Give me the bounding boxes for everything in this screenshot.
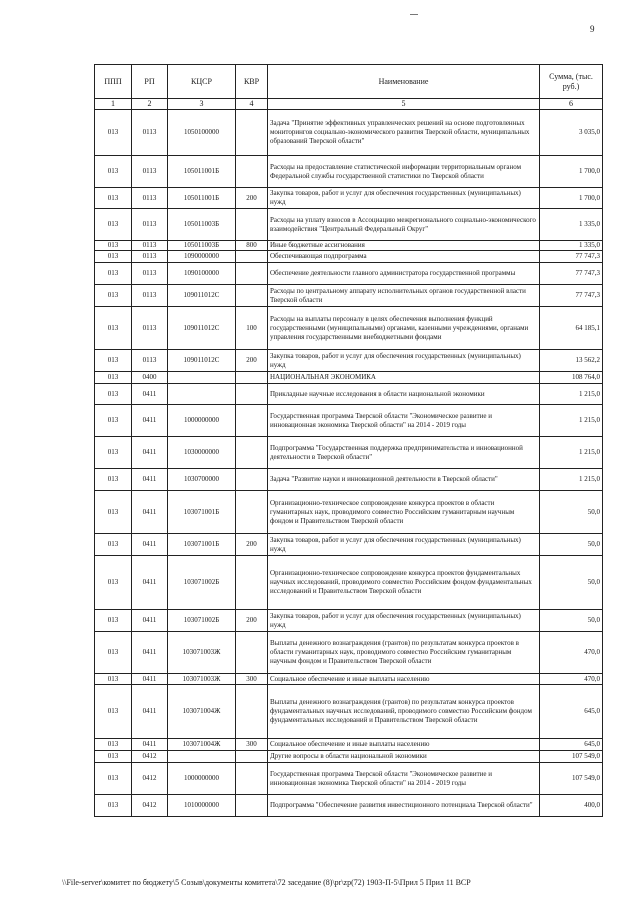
cell-kcsr: 103071001Б bbox=[168, 491, 236, 534]
cell-sum: 77 747,3 bbox=[540, 251, 603, 263]
cell-name: Обеспечивающая подпрограмма bbox=[268, 251, 540, 263]
col-number: 1 bbox=[95, 99, 132, 110]
cell-rp: 0113 bbox=[132, 209, 168, 241]
table-row bbox=[95, 307, 603, 350]
cell-ppp: 013 bbox=[95, 372, 132, 384]
cell-sum: 470,0 bbox=[540, 674, 603, 685]
cell-kcsr: 1010000000 bbox=[168, 795, 236, 817]
table-row bbox=[95, 110, 603, 156]
cell-kvr: 200 bbox=[236, 350, 268, 372]
cell-sum: 108 764,0 bbox=[540, 372, 603, 384]
page-number: 9 bbox=[590, 24, 595, 34]
cell-ppp: 013 bbox=[95, 556, 132, 610]
cell-rp: 0113 bbox=[132, 241, 168, 251]
cell-ppp: 013 bbox=[95, 350, 132, 372]
table-row bbox=[95, 491, 603, 534]
cell-name: Государственная программа Тверской области "Экономическое развитие и инновационная экономика Тверской области" на 2014 - 2019 годы bbox=[268, 405, 540, 437]
cell-kvr bbox=[236, 209, 268, 241]
cell-ppp: 013 bbox=[95, 610, 132, 632]
cell-ppp: 013 bbox=[95, 188, 132, 209]
cell-sum: 1 335,0 bbox=[540, 241, 603, 251]
cell-kcsr: 109011012С bbox=[168, 350, 236, 372]
cell-kcsr bbox=[168, 384, 236, 405]
col-number: 3 bbox=[168, 99, 236, 110]
cell-name: Другие вопросы в области национальной экономики bbox=[268, 751, 540, 763]
cell-sum: 50,0 bbox=[540, 534, 603, 556]
table-header-row bbox=[95, 65, 603, 99]
cell-rp: 0411 bbox=[132, 384, 168, 405]
cell-name: Задача "Развитие науки и инновационной деятельности в Тверской области" bbox=[268, 469, 540, 491]
cell-ppp: 013 bbox=[95, 156, 132, 188]
table-row bbox=[95, 156, 603, 188]
cell-kcsr: 103071003Ж bbox=[168, 674, 236, 685]
cell-rp: 0412 bbox=[132, 763, 168, 795]
cell-name: Закупка товаров, работ и услуг для обеспечения государственных (муниципальных) нужд bbox=[268, 188, 540, 209]
cell-sum: 107 549,0 bbox=[540, 763, 603, 795]
cell-name: Закупка товаров, работ и услуг для обеспечения государственных (муниципальных) нужд bbox=[268, 350, 540, 372]
cell-rp: 0411 bbox=[132, 469, 168, 491]
cell-rp: 0411 bbox=[132, 674, 168, 685]
col-header-ppp: ППП bbox=[95, 65, 132, 99]
cell-ppp: 013 bbox=[95, 674, 132, 685]
cell-rp: 0411 bbox=[132, 437, 168, 469]
cell-kvr bbox=[236, 632, 268, 674]
cell-kcsr: 1030700000 bbox=[168, 469, 236, 491]
cell-sum: 107 549,0 bbox=[540, 751, 603, 763]
cell-kcsr: 1090100000 bbox=[168, 263, 236, 285]
cell-kvr bbox=[236, 491, 268, 534]
cell-name: Обеспечение деятельности главного администратора государственной программы bbox=[268, 263, 540, 285]
cell-kvr bbox=[236, 384, 268, 405]
table-body bbox=[95, 110, 603, 817]
cell-sum: 645,0 bbox=[540, 685, 603, 739]
cell-name: Выплаты денежного вознаграждения (грантов) по результатам конкурса проектов фундаментальных научных исследований, проводимого совместно Российским фондом фундаментальных исследований и Правительством Тверской области bbox=[268, 685, 540, 739]
cell-rp: 0412 bbox=[132, 751, 168, 763]
table-row bbox=[95, 405, 603, 437]
cell-kcsr: 103071004Ж bbox=[168, 685, 236, 739]
cell-rp: 0411 bbox=[132, 534, 168, 556]
cell-rp: 0113 bbox=[132, 110, 168, 156]
cell-kvr bbox=[236, 405, 268, 437]
cell-kvr: 800 bbox=[236, 241, 268, 251]
cell-sum: 1 700,0 bbox=[540, 188, 603, 209]
cell-kcsr: 1050100000 bbox=[168, 110, 236, 156]
table-row bbox=[95, 251, 603, 263]
table-row bbox=[95, 263, 603, 285]
cell-kvr bbox=[236, 763, 268, 795]
cell-kvr bbox=[236, 795, 268, 817]
cell-name: Расходы на выплаты персоналу в целях обеспечения выполнения функций государственными (муниципальными) органами, казенными учреждениями, органами управления государственными внебюджетными фондами bbox=[268, 307, 540, 350]
cell-kvr bbox=[236, 469, 268, 491]
table-row bbox=[95, 685, 603, 739]
col-header-rp: РП bbox=[132, 65, 168, 99]
cell-ppp: 013 bbox=[95, 739, 132, 751]
cell-sum: 77 747,3 bbox=[540, 285, 603, 307]
cell-ppp: 013 bbox=[95, 209, 132, 241]
cell-ppp: 013 bbox=[95, 251, 132, 263]
cell-sum: 13 562,2 bbox=[540, 350, 603, 372]
cell-ppp: 013 bbox=[95, 307, 132, 350]
cell-rp: 0411 bbox=[132, 556, 168, 610]
cell-rp: 0113 bbox=[132, 263, 168, 285]
col-number: 5 bbox=[268, 99, 540, 110]
cell-name: Социальное обеспечение и иные выплаты населению bbox=[268, 739, 540, 751]
col-number: 2 bbox=[132, 99, 168, 110]
cell-ppp: 013 bbox=[95, 534, 132, 556]
cell-ppp: 013 bbox=[95, 405, 132, 437]
cell-rp: 0411 bbox=[132, 739, 168, 751]
cell-kcsr: 1030000000 bbox=[168, 437, 236, 469]
cell-kvr: 300 bbox=[236, 739, 268, 751]
table-row bbox=[95, 556, 603, 610]
cell-kcsr bbox=[168, 751, 236, 763]
cell-ppp: 013 bbox=[95, 632, 132, 674]
cell-kvr: 200 bbox=[236, 188, 268, 209]
cell-ppp: 013 bbox=[95, 285, 132, 307]
col-number: 6 bbox=[540, 99, 603, 110]
cell-kcsr: 103071002Б bbox=[168, 610, 236, 632]
cell-rp: 0113 bbox=[132, 307, 168, 350]
cell-kcsr: 103071001Б bbox=[168, 534, 236, 556]
col-header-kcsr: КЦСР bbox=[168, 65, 236, 99]
cell-ppp: 013 bbox=[95, 384, 132, 405]
cell-ppp: 013 bbox=[95, 751, 132, 763]
table-row bbox=[95, 437, 603, 469]
cell-name: Подпрограмма "Государственная поддержка предпринимательства и инновационной деятельности в Тверской области" bbox=[268, 437, 540, 469]
cell-name: НАЦИОНАЛЬНАЯ ЭКОНОМИКА bbox=[268, 372, 540, 384]
cell-rp: 0113 bbox=[132, 251, 168, 263]
cell-kcsr: 105011003Б bbox=[168, 241, 236, 251]
table-row bbox=[95, 241, 603, 251]
column-number-row bbox=[95, 99, 603, 110]
table-row bbox=[95, 739, 603, 751]
cell-rp: 0113 bbox=[132, 188, 168, 209]
cell-name: Выплаты денежного вознаграждения (грантов) по результатам конкурса проектов в области гуманитарных наук, проводимого совместно Российским гуманитарным научным фондом и Правительством Тверской области bbox=[268, 632, 540, 674]
cell-kvr bbox=[236, 285, 268, 307]
cell-ppp: 013 bbox=[95, 469, 132, 491]
cell-rp: 0400 bbox=[132, 372, 168, 384]
cell-sum: 1 335,0 bbox=[540, 209, 603, 241]
cell-kvr bbox=[236, 251, 268, 263]
cell-kvr bbox=[236, 685, 268, 739]
table-row bbox=[95, 469, 603, 491]
cell-rp: 0411 bbox=[132, 610, 168, 632]
file-path-footer: \\File-server\комитет по бюджету\5 Созыв\документы комитета\72 заседание (8)\pr\zp(72) 1903-П-5\Прил 5 Прил 11 ВСР bbox=[62, 878, 471, 887]
cell-name: Прикладные научные исследования в области национальной экономики bbox=[268, 384, 540, 405]
cell-ppp: 013 bbox=[95, 795, 132, 817]
cell-name: Иные бюджетные ассигнования bbox=[268, 241, 540, 251]
cell-sum: 77 747,3 bbox=[540, 263, 603, 285]
table-row bbox=[95, 285, 603, 307]
cell-sum: 1 700,0 bbox=[540, 156, 603, 188]
cell-kvr bbox=[236, 556, 268, 610]
cell-ppp: 013 bbox=[95, 491, 132, 534]
cell-kvr: 200 bbox=[236, 534, 268, 556]
cell-kcsr: 105011001Б bbox=[168, 188, 236, 209]
cell-kcsr: 103071004Ж bbox=[168, 739, 236, 751]
cell-kvr bbox=[236, 372, 268, 384]
table-row bbox=[95, 372, 603, 384]
cell-rp: 0411 bbox=[132, 491, 168, 534]
cell-sum: 64 185,1 bbox=[540, 307, 603, 350]
cell-name: Задача "Принятие эффективных управленческих решений на основе подготовленных мониторингов социально-экономического развития Тверской области, муниципальных образований Тверской области" bbox=[268, 110, 540, 156]
cell-rp: 0412 bbox=[132, 795, 168, 817]
col-header-name: Наименование bbox=[268, 65, 540, 99]
cell-kcsr: 103071002Б bbox=[168, 556, 236, 610]
cell-sum: 50,0 bbox=[540, 491, 603, 534]
budget-table bbox=[94, 64, 603, 817]
cell-rp: 0411 bbox=[132, 632, 168, 674]
table-row bbox=[95, 763, 603, 795]
cell-sum: 645,0 bbox=[540, 739, 603, 751]
cell-name: Социальное обеспечение и иные выплаты населению bbox=[268, 674, 540, 685]
col-header-kvr: КВР bbox=[236, 65, 268, 99]
table-row bbox=[95, 674, 603, 685]
table-row bbox=[95, 384, 603, 405]
cell-rp: 0411 bbox=[132, 685, 168, 739]
cell-name: Расходы на предоставление статистической информации территориальным органом Федеральной службы государственной статистики по Тверской области bbox=[268, 156, 540, 188]
cell-kcsr: 1090000000 bbox=[168, 251, 236, 263]
cell-sum: 50,0 bbox=[540, 610, 603, 632]
cell-ppp: 013 bbox=[95, 241, 132, 251]
cell-kcsr: 109011012С bbox=[168, 285, 236, 307]
cell-rp: 0113 bbox=[132, 285, 168, 307]
cell-kvr bbox=[236, 263, 268, 285]
table-row bbox=[95, 610, 603, 632]
cell-kvr: 200 bbox=[236, 610, 268, 632]
cell-sum: 1 215,0 bbox=[540, 384, 603, 405]
table-row bbox=[95, 751, 603, 763]
cell-kcsr bbox=[168, 372, 236, 384]
cell-ppp: 013 bbox=[95, 110, 132, 156]
cell-rp: 0411 bbox=[132, 405, 168, 437]
cell-kvr: 100 bbox=[236, 307, 268, 350]
table-row bbox=[95, 632, 603, 674]
cell-kcsr: 1000000000 bbox=[168, 763, 236, 795]
cell-name: Государственная программа Тверской области "Экономическое развитие и инновационная экономика Тверской области" на 2014 - 2019 годы bbox=[268, 763, 540, 795]
cell-kvr bbox=[236, 156, 268, 188]
cell-rp: 0113 bbox=[132, 350, 168, 372]
table-row bbox=[95, 534, 603, 556]
cell-ppp: 013 bbox=[95, 763, 132, 795]
cell-sum: 400,0 bbox=[540, 795, 603, 817]
col-number: 4 bbox=[236, 99, 268, 110]
cell-name: Закупка товаров, работ и услуг для обеспечения государственных (муниципальных) нужд bbox=[268, 610, 540, 632]
cell-rp: 0113 bbox=[132, 156, 168, 188]
cell-kvr bbox=[236, 110, 268, 156]
table-row bbox=[95, 795, 603, 817]
cell-kvr bbox=[236, 751, 268, 763]
cell-name: Организационно-техническое сопровождение конкурса проектов в области гуманитарных наук, проводимого совместно Российским гуманитарным научным фондом и Правительством Тверской области bbox=[268, 491, 540, 534]
cell-name: Подпрограмма "Обеспечение развития инвестиционного потенциала Тверской области" bbox=[268, 795, 540, 817]
cell-kvr bbox=[236, 437, 268, 469]
cell-kcsr: 109011012С bbox=[168, 307, 236, 350]
cell-kcsr: 103071003Ж bbox=[168, 632, 236, 674]
cell-kcsr: 105011001Б bbox=[168, 156, 236, 188]
cell-name: Расходы на уплату взносов в Ассоциацию межрегионального социально-экономического взаимодействия "Центральный Федеральный Округ" bbox=[268, 209, 540, 241]
cell-name: Организационно-техническое сопровождение конкурса проектов фундаментальных научных исследований, проводимого совместно Российским фондом фундаментальных исследований и Правительством Тверской области bbox=[268, 556, 540, 610]
cell-sum: 470,0 bbox=[540, 632, 603, 674]
table-row bbox=[95, 209, 603, 241]
cell-ppp: 013 bbox=[95, 685, 132, 739]
col-header-sum: Сумма, (тыс. руб.) bbox=[540, 65, 603, 99]
table-row bbox=[95, 350, 603, 372]
cell-sum: 3 035,0 bbox=[540, 110, 603, 156]
table-row bbox=[95, 188, 603, 209]
cell-kcsr: 1000000000 bbox=[168, 405, 236, 437]
cell-ppp: 013 bbox=[95, 263, 132, 285]
cell-name: Закупка товаров, работ и услуг для обеспечения государственных (муниципальных) нужд bbox=[268, 534, 540, 556]
cell-ppp: 013 bbox=[95, 437, 132, 469]
scan-mark bbox=[410, 14, 418, 15]
cell-kcsr: 105011003Б bbox=[168, 209, 236, 241]
cell-sum: 1 215,0 bbox=[540, 437, 603, 469]
cell-sum: 1 215,0 bbox=[540, 469, 603, 491]
cell-kvr: 300 bbox=[236, 674, 268, 685]
cell-sum: 1 215,0 bbox=[540, 405, 603, 437]
cell-sum: 50,0 bbox=[540, 556, 603, 610]
cell-name: Расходы по центральному аппарату исполнительных органов государственной власти Тверской области bbox=[268, 285, 540, 307]
